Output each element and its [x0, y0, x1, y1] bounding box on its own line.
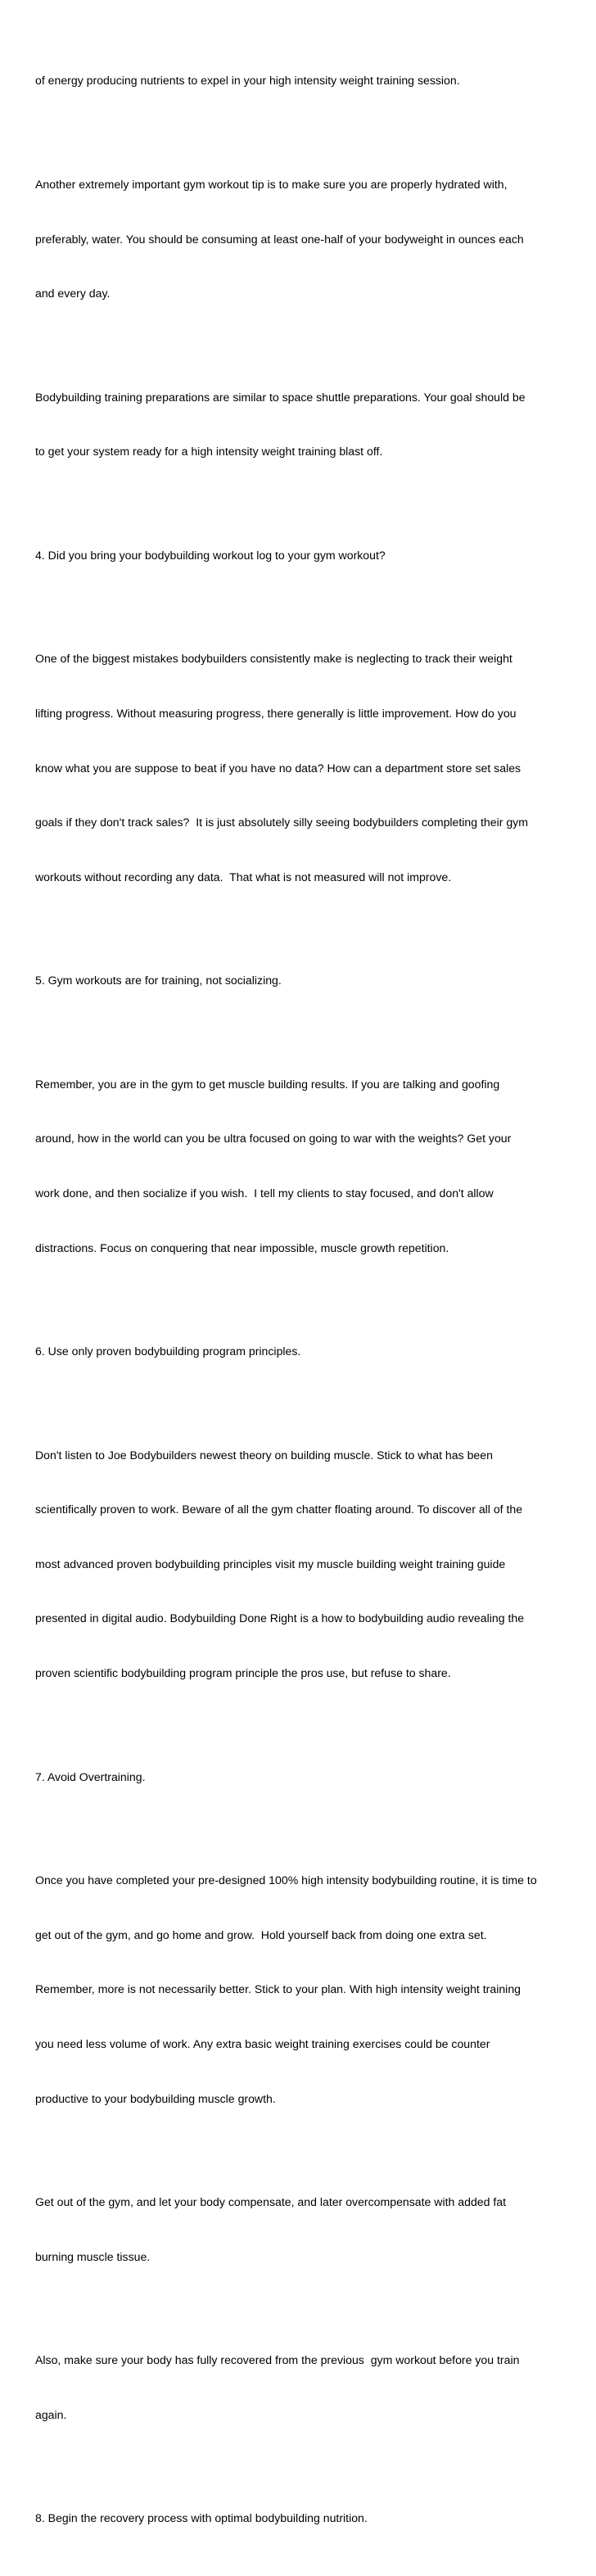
text-line: Get out of the gym, and let your body compensate, and later overcompensate with added fat: [35, 2195, 507, 2209]
text-line: preferably, water. You should be consuming at least one-half of your bodyweight in ounces each: [35, 232, 524, 246]
text-line: Don't listen to Joe Bodybuilders newest theory on building muscle. Stick to what has been: [35, 1448, 493, 1462]
text-line: most advanced proven bodybuilding principles visit my muscle building weight training guide: [35, 1557, 506, 1570]
text-line: lifting progress. Without measuring progress, there generally is little improvement. How do you: [35, 706, 517, 720]
text-line: 7. Avoid Overtraining.: [35, 1769, 146, 1783]
text-line: Once you have completed your pre-designed 100% high intensity bodybuilding routine, it is time to: [35, 1873, 537, 1887]
document-page: [35, 35, 580, 2576]
text-line: work done, and then socialize if you wish. I tell my clients to stay focused, and don't allow: [35, 1186, 494, 1200]
paragraph-preparations: [35, 351, 580, 497]
paragraph-recovery: [35, 2315, 580, 2461]
text-line: One of the biggest mistakes bodybuilders consistently make is neglecting to track their weight: [35, 652, 512, 666]
text-line: presented in digital audio. Bodybuilding Done Right is a how to bodybuilding audio revealing the: [35, 1611, 525, 1625]
text-line: Remember, more is not necessarily better. Stick to your plan. With high intensity weight training: [35, 1982, 521, 1996]
text-line: scientifically proven to work. Beware of all the gym chatter floating around. To discover all of the: [35, 1503, 523, 1516]
paragraph-proven-science: [35, 1409, 580, 1718]
text-line: you need less volume of work. Any extra basic weight training exercises could be counter: [35, 2036, 490, 2050]
heading-proven-principles: [35, 1306, 580, 1397]
text-line: goals if they don't track sales? It is just absolutely silly seeing bodybuilders completing their gym: [35, 816, 528, 829]
heading-recovery-nutrition: [35, 2473, 580, 2564]
paragraph-stay-focused: [35, 1038, 580, 1293]
text-line: of energy producing nutrients to expel in your high intensity weight training session.: [35, 74, 460, 88]
text-line: 5. Gym workouts are for training, not socializing.: [35, 974, 282, 987]
heading-avoid-overtraining: [35, 1731, 580, 1822]
text-line: again.: [35, 2407, 67, 2421]
text-line: 8. Begin the recovery process with optimal bodybuilding nutrition.: [35, 2511, 368, 2525]
text-line: burning muscle tissue.: [35, 2249, 151, 2263]
text-line: Also, make sure your body has fully recovered from the previous gym workout before you train: [35, 2353, 520, 2367]
text-line: know what you are suppose to beat if you have no data? How can a department store set sales: [35, 761, 522, 775]
text-line: Bodybuilding training preparations are similar to space shuttle preparations. Your goal should be: [35, 390, 526, 404]
text-line: to get your system ready for a high intensity weight training blast off.: [35, 445, 383, 459]
text-line: Another extremely important gym workout tip is to make sure you are properly hydrated with,: [35, 177, 508, 191]
heading-not-socializing: [35, 935, 580, 1026]
paragraph-compensate: [35, 2157, 580, 2303]
text-line: workouts without recording any data. That what is not measured will not improve.: [35, 870, 452, 884]
paragraph-hydration: [35, 139, 580, 339]
text-line: Remember, you are in the gym to get muscle building results. If you are talking and goofing: [35, 1077, 500, 1091]
heading-workout-log: [35, 509, 580, 600]
text-line: around, how in the world can you be ultra focused on going to war with the weights? Get your: [35, 1132, 512, 1146]
text-line: proven scientific bodybuilding program principle the pros use, but refuse to share.: [35, 1666, 451, 1680]
text-line: productive to your bodybuilding muscle growth.: [35, 2091, 276, 2105]
text-line: 4. Did you bring your bodybuilding workout log to your gym workout?: [35, 548, 386, 562]
paragraph-go-home-grow: [35, 1835, 580, 2144]
text-line: 6. Use only proven bodybuilding program principles.: [35, 1344, 301, 1358]
text-line: distractions. Focus on conquering that near impossible, muscle growth repetition.: [35, 1241, 449, 1254]
paragraph-energy-nutrients: [35, 35, 580, 126]
text-line: get out of the gym, and go home and grow. Hold yourself back from doing one extra set.: [35, 1927, 487, 1941]
text-line: and every day.: [35, 287, 111, 301]
paragraph-track-progress: [35, 613, 580, 922]
